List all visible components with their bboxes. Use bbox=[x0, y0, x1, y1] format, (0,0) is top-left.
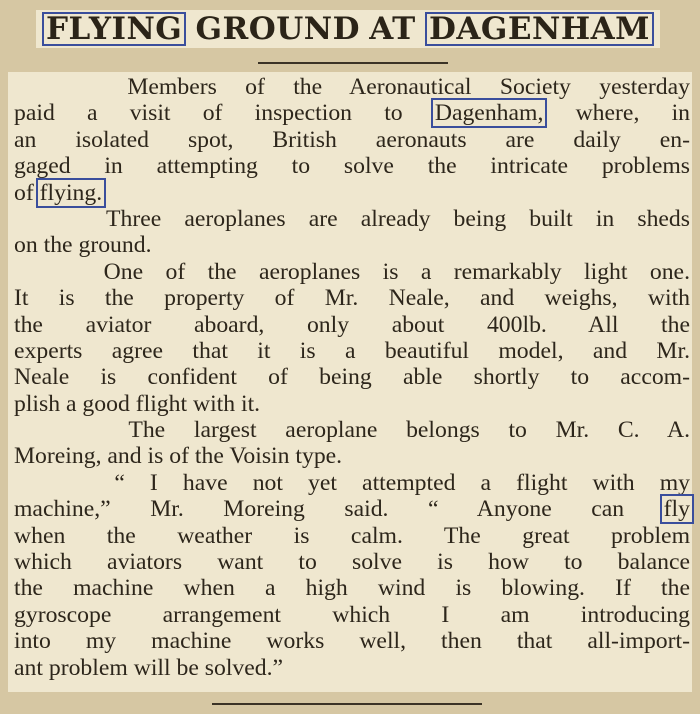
headline-word-ground: GROUND bbox=[195, 11, 361, 47]
headline-word-dagenham: DAGENHAM bbox=[425, 12, 654, 46]
article-text: which aviators want to solve is how to balance bbox=[14, 549, 690, 576]
article-line bbox=[14, 549, 690, 575]
article-text: when the weather is calm. The great problem bbox=[14, 522, 690, 549]
article-text: ant problem will be solved.” bbox=[14, 654, 284, 681]
article-text: Moreing, and is of the Voisin type. bbox=[14, 443, 343, 470]
article-line bbox=[14, 127, 690, 153]
article-text: into my machine works well, then that all-import- bbox=[14, 628, 690, 655]
article-text: paid a visit of inspection to bbox=[14, 100, 435, 127]
article-text: One of the aeroplanes is a remarkably light one. bbox=[14, 258, 690, 285]
article-body bbox=[14, 74, 690, 681]
article-text: gyroscope arrangement which I am introducing bbox=[14, 601, 690, 628]
highlighted-word: fly bbox=[660, 494, 694, 524]
footer-rule bbox=[212, 703, 482, 705]
article-line bbox=[14, 496, 690, 522]
article-text: “ I have not yet attempted a flight with my bbox=[14, 469, 690, 496]
article-line bbox=[14, 312, 690, 338]
article-line bbox=[14, 443, 690, 469]
article-line bbox=[14, 523, 690, 549]
article-text: experts agree that it is a beautiful model, and Mr. bbox=[14, 337, 690, 364]
article-text: The largest aeroplane belongs to Mr. C. A. bbox=[14, 417, 690, 444]
article-line bbox=[14, 470, 690, 496]
article-line bbox=[14, 364, 690, 390]
article-line bbox=[14, 338, 690, 364]
article-text: the machine when a high wind is blowing. If the bbox=[14, 575, 690, 602]
article-line bbox=[14, 628, 690, 654]
article-text: on the ground. bbox=[14, 232, 152, 259]
headline-word-at: AT bbox=[369, 11, 416, 47]
headline-rule bbox=[258, 62, 448, 64]
article-line bbox=[14, 602, 690, 628]
headline bbox=[36, 10, 660, 48]
headline-word-flying: FLYING bbox=[42, 12, 186, 46]
article-line bbox=[14, 259, 690, 285]
article-line bbox=[14, 391, 690, 417]
article-text: gaged in attempting to solve the intricate problems bbox=[14, 153, 690, 180]
article-text: Members of the Aeronautical Society yesterday bbox=[14, 74, 690, 100]
article-text: It is the property of Mr. Neale, and weighs, with bbox=[14, 285, 690, 312]
article-text: the aviator aboard, only about 400lb. All the bbox=[14, 311, 690, 338]
article-text: machine,” Mr. Moreing said. “ Anyone can bbox=[14, 496, 664, 523]
highlighted-word: flying. bbox=[36, 178, 107, 208]
article-line bbox=[14, 285, 690, 311]
article-line bbox=[14, 417, 690, 443]
article-line bbox=[14, 232, 690, 258]
article-text: Neale is confident of being able shortly to accom- bbox=[14, 364, 690, 391]
article-line bbox=[14, 74, 690, 100]
article-line bbox=[14, 575, 690, 601]
article-line bbox=[14, 100, 690, 126]
article-text: an isolated spot, British aeronauts are daily en- bbox=[14, 126, 690, 153]
article-text: plish a good flight with it. bbox=[14, 390, 261, 417]
article-line bbox=[14, 153, 690, 179]
article-line bbox=[14, 180, 690, 206]
article-line bbox=[14, 655, 690, 681]
article-text: of bbox=[14, 179, 40, 206]
article-text: Three aeroplanes are already being built in sheds bbox=[14, 205, 690, 232]
highlighted-word: Dagenham, bbox=[431, 98, 548, 128]
article-text: where, in bbox=[543, 100, 690, 127]
article-line bbox=[14, 206, 690, 232]
